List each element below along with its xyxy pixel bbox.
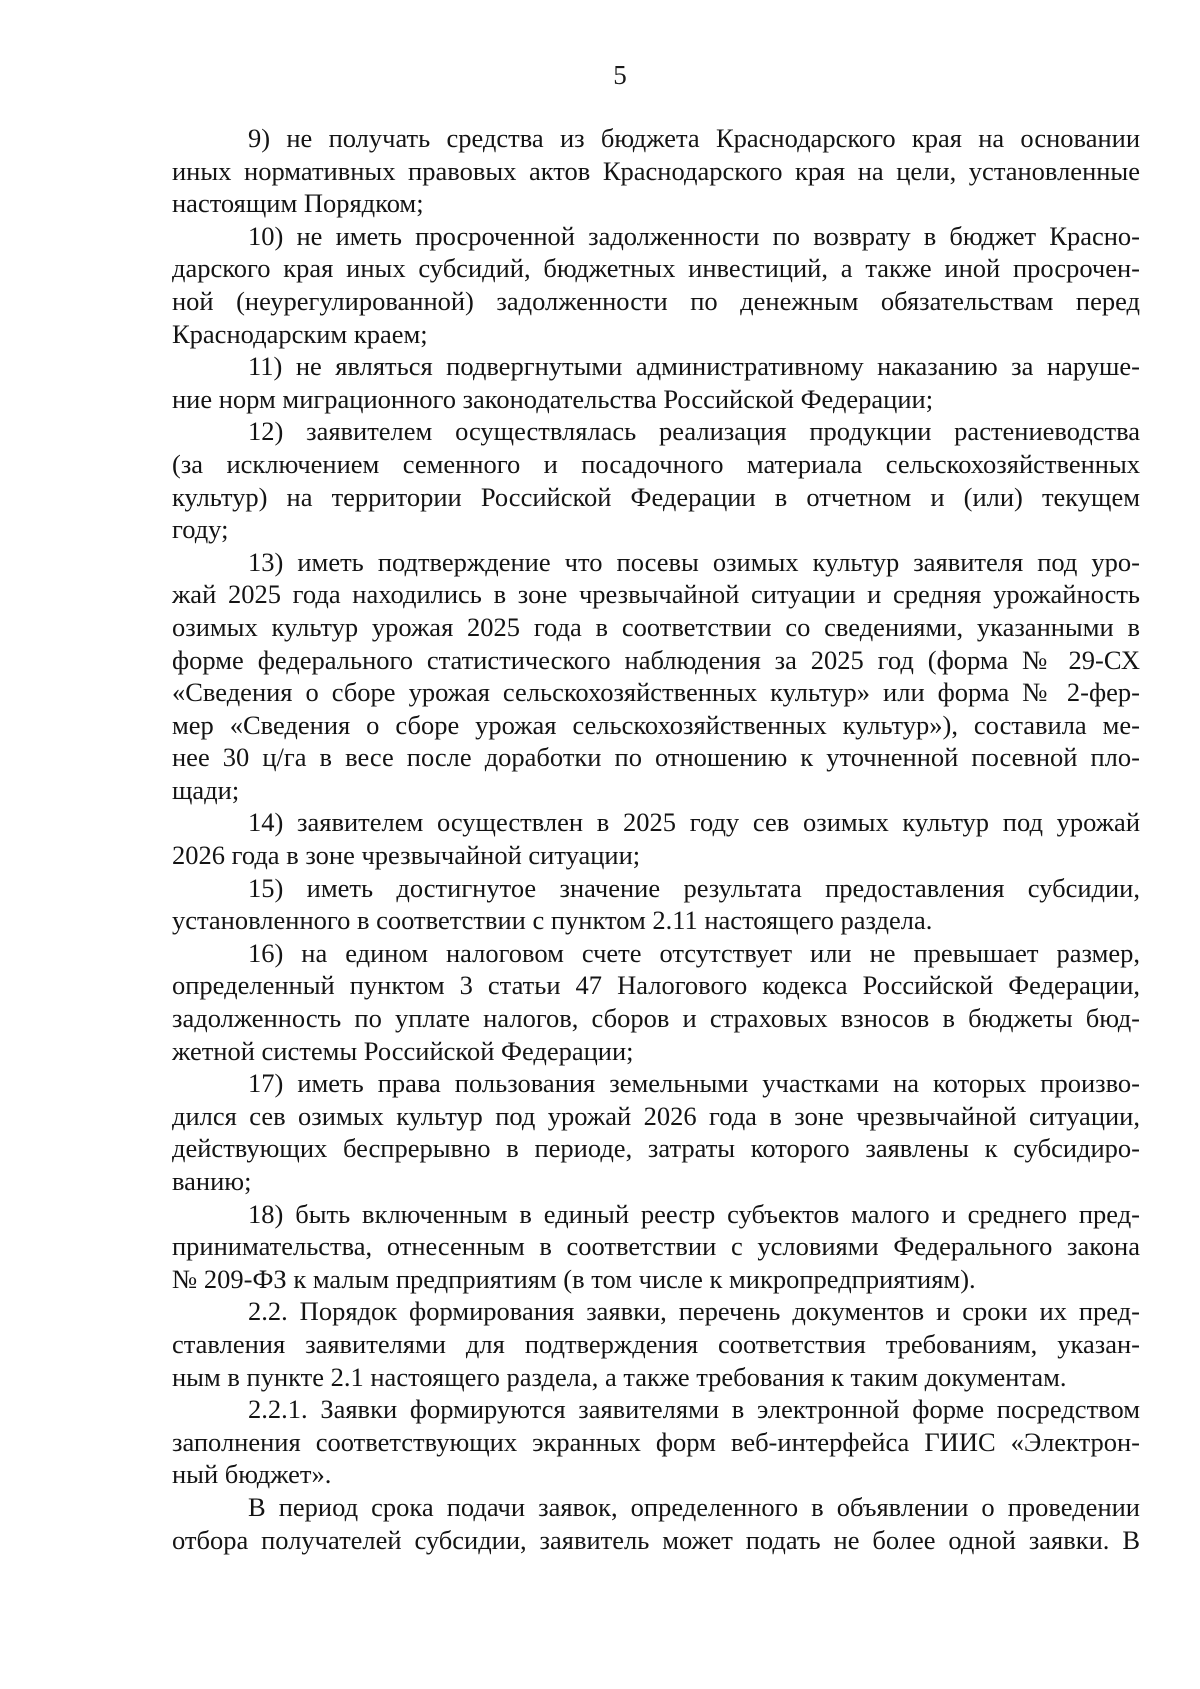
text-line: 13) иметь подтверждение что посевы озимых культур заявителя под уро- (248, 546, 1140, 577)
paragraph-item-16 (172, 937, 1140, 1067)
paragraph-item-10 (172, 220, 1140, 350)
text-line: мер «Сведения о сборе урожая сельскохозяйственных культур»), составила ме- (172, 709, 1140, 740)
text-line: принимательства, отнесенным в соответствии с условиями Федерального закона (172, 1231, 1140, 1262)
text-line: В период срока подачи заявок, определенного в объявлении о проведении (248, 1491, 1140, 1522)
text-line: ный бюджет». (172, 1459, 332, 1490)
text-line: (за исключением семенного и посадочного материала сельскохозяйственных (172, 448, 1140, 479)
page-number: 5 (613, 60, 627, 90)
text-line: дился сев озимых культур под урожай 2026 года в зоне чрезвычайной ситуации, (172, 1100, 1140, 1131)
paragraph-item-9 (172, 122, 1140, 220)
text-line: ставления заявителями для подтверждения соответствия требованиям, указан- (172, 1328, 1140, 1359)
text-line: ванию; (172, 1166, 252, 1196)
paragraph-item-17 (172, 1067, 1140, 1197)
text-line: действующих беспрерывно в периоде, затраты которого заявлены к субсидиро- (172, 1133, 1140, 1164)
text-line: настоящим Порядком; (172, 188, 424, 219)
text-line: дарского края иных субсидий, бюджетных инвестиций, а также иной просрочен- (172, 253, 1140, 284)
text-line: жетной системы Российской Федерации; (172, 1035, 634, 1066)
text-line: иных нормативных правовых актов Краснодарского края на цели, установленные (172, 155, 1140, 186)
document-body (172, 122, 1140, 1556)
text-line: 15) иметь достигнутое значение результата предоставления субсидии, (248, 872, 1140, 903)
text-line: 16) на едином налоговом счете отсутствует или не превышает размер, (248, 937, 1140, 968)
text-line: 18) быть включенным в единый реестр субъектов малого и среднего пред- (248, 1198, 1140, 1229)
text-line: 14) заявителем осуществлен в 2025 году сев озимых культур под урожай (248, 807, 1140, 838)
text-line: заполнения соответствующих экранных форм веб-интерфейса ГИИС «Электрон- (172, 1426, 1140, 1457)
text-line: году; (172, 514, 229, 545)
paragraph-application-period (172, 1491, 1140, 1556)
text-line: форме федерального статистического наблюдения за 2025 год (форма № 29-СХ (172, 644, 1140, 675)
paragraph-item-11 (172, 350, 1140, 415)
text-line: № 209-ФЗ к малым предприятиям (в том числе к микропредприятиям). (172, 1263, 976, 1294)
text-line: 2.2. Порядок формирования заявки, перечень документов и сроки их пред- (248, 1296, 1140, 1327)
text-line: жай 2025 года находились в зоне чрезвычайной ситуации и средняя урожайность (172, 579, 1140, 610)
text-line: 9) не получать средства из бюджета Краснодарского края на основании (248, 123, 1140, 153)
paragraph-item-14 (172, 806, 1140, 871)
paragraph-item-13 (172, 546, 1140, 807)
text-line: 12) заявителем осуществлялась реализация продукции растениеводства (248, 416, 1140, 447)
text-line: отбора получателей субсидии, заявитель может подать не более одной заявки. В (172, 1524, 1140, 1555)
paragraph-item-12 (172, 415, 1140, 545)
text-line: определенный пунктом 3 статьи 47 Налогового кодекса Российской Федерации, (172, 970, 1140, 1001)
text-line: 11) не являться подвергнутыми административному наказанию за наруше- (248, 351, 1140, 382)
text-line: 2026 года в зоне чрезвычайной ситуации; (172, 840, 641, 871)
text-line: «Сведения о сборе урожая сельскохозяйственных культур» или форма № 2-фер- (172, 677, 1140, 708)
text-line: озимых культур урожая 2025 года в соответствии со сведениями, указанными в (172, 611, 1140, 642)
paragraph-section-2-2-1 (172, 1393, 1140, 1491)
text-line: Краснодарским краем; (172, 318, 428, 349)
text-line: культур) на территории Российской Федерации в отчетном и (или) текущем (172, 481, 1140, 512)
text-line: 2.2.1. Заявки формируются заявителями в электронной форме посредством (248, 1394, 1140, 1425)
text-line: щади; (172, 774, 240, 805)
text-line: ным в пункте 2.1 настоящего раздела, а также требования к таким документам. (172, 1361, 1067, 1392)
paragraph-section-2-2 (172, 1295, 1140, 1393)
text-line: 17) иметь права пользования земельными участками на которых произво- (248, 1068, 1140, 1099)
text-line: задолженность по уплате налогов, сборов и страховых взносов в бюджеты бюд- (172, 1003, 1140, 1034)
paragraph-item-18 (172, 1198, 1140, 1296)
text-line: ной (неурегулированной) задолженности по денежным обязательствам перед (172, 285, 1140, 316)
paragraph-item-15 (172, 872, 1140, 937)
text-line: установленного в соответствии с пунктом 2.11 настоящего раздела. (172, 905, 933, 936)
text-line: ние норм миграционного законодательства Российской Федерации; (172, 383, 934, 414)
text-line: нее 30 ц/га в весе после доработки по отношению к уточненной посевной пло- (172, 742, 1140, 773)
text-line: 10) не иметь просроченной задолженности по возврату в бюджет Красно- (248, 220, 1140, 251)
